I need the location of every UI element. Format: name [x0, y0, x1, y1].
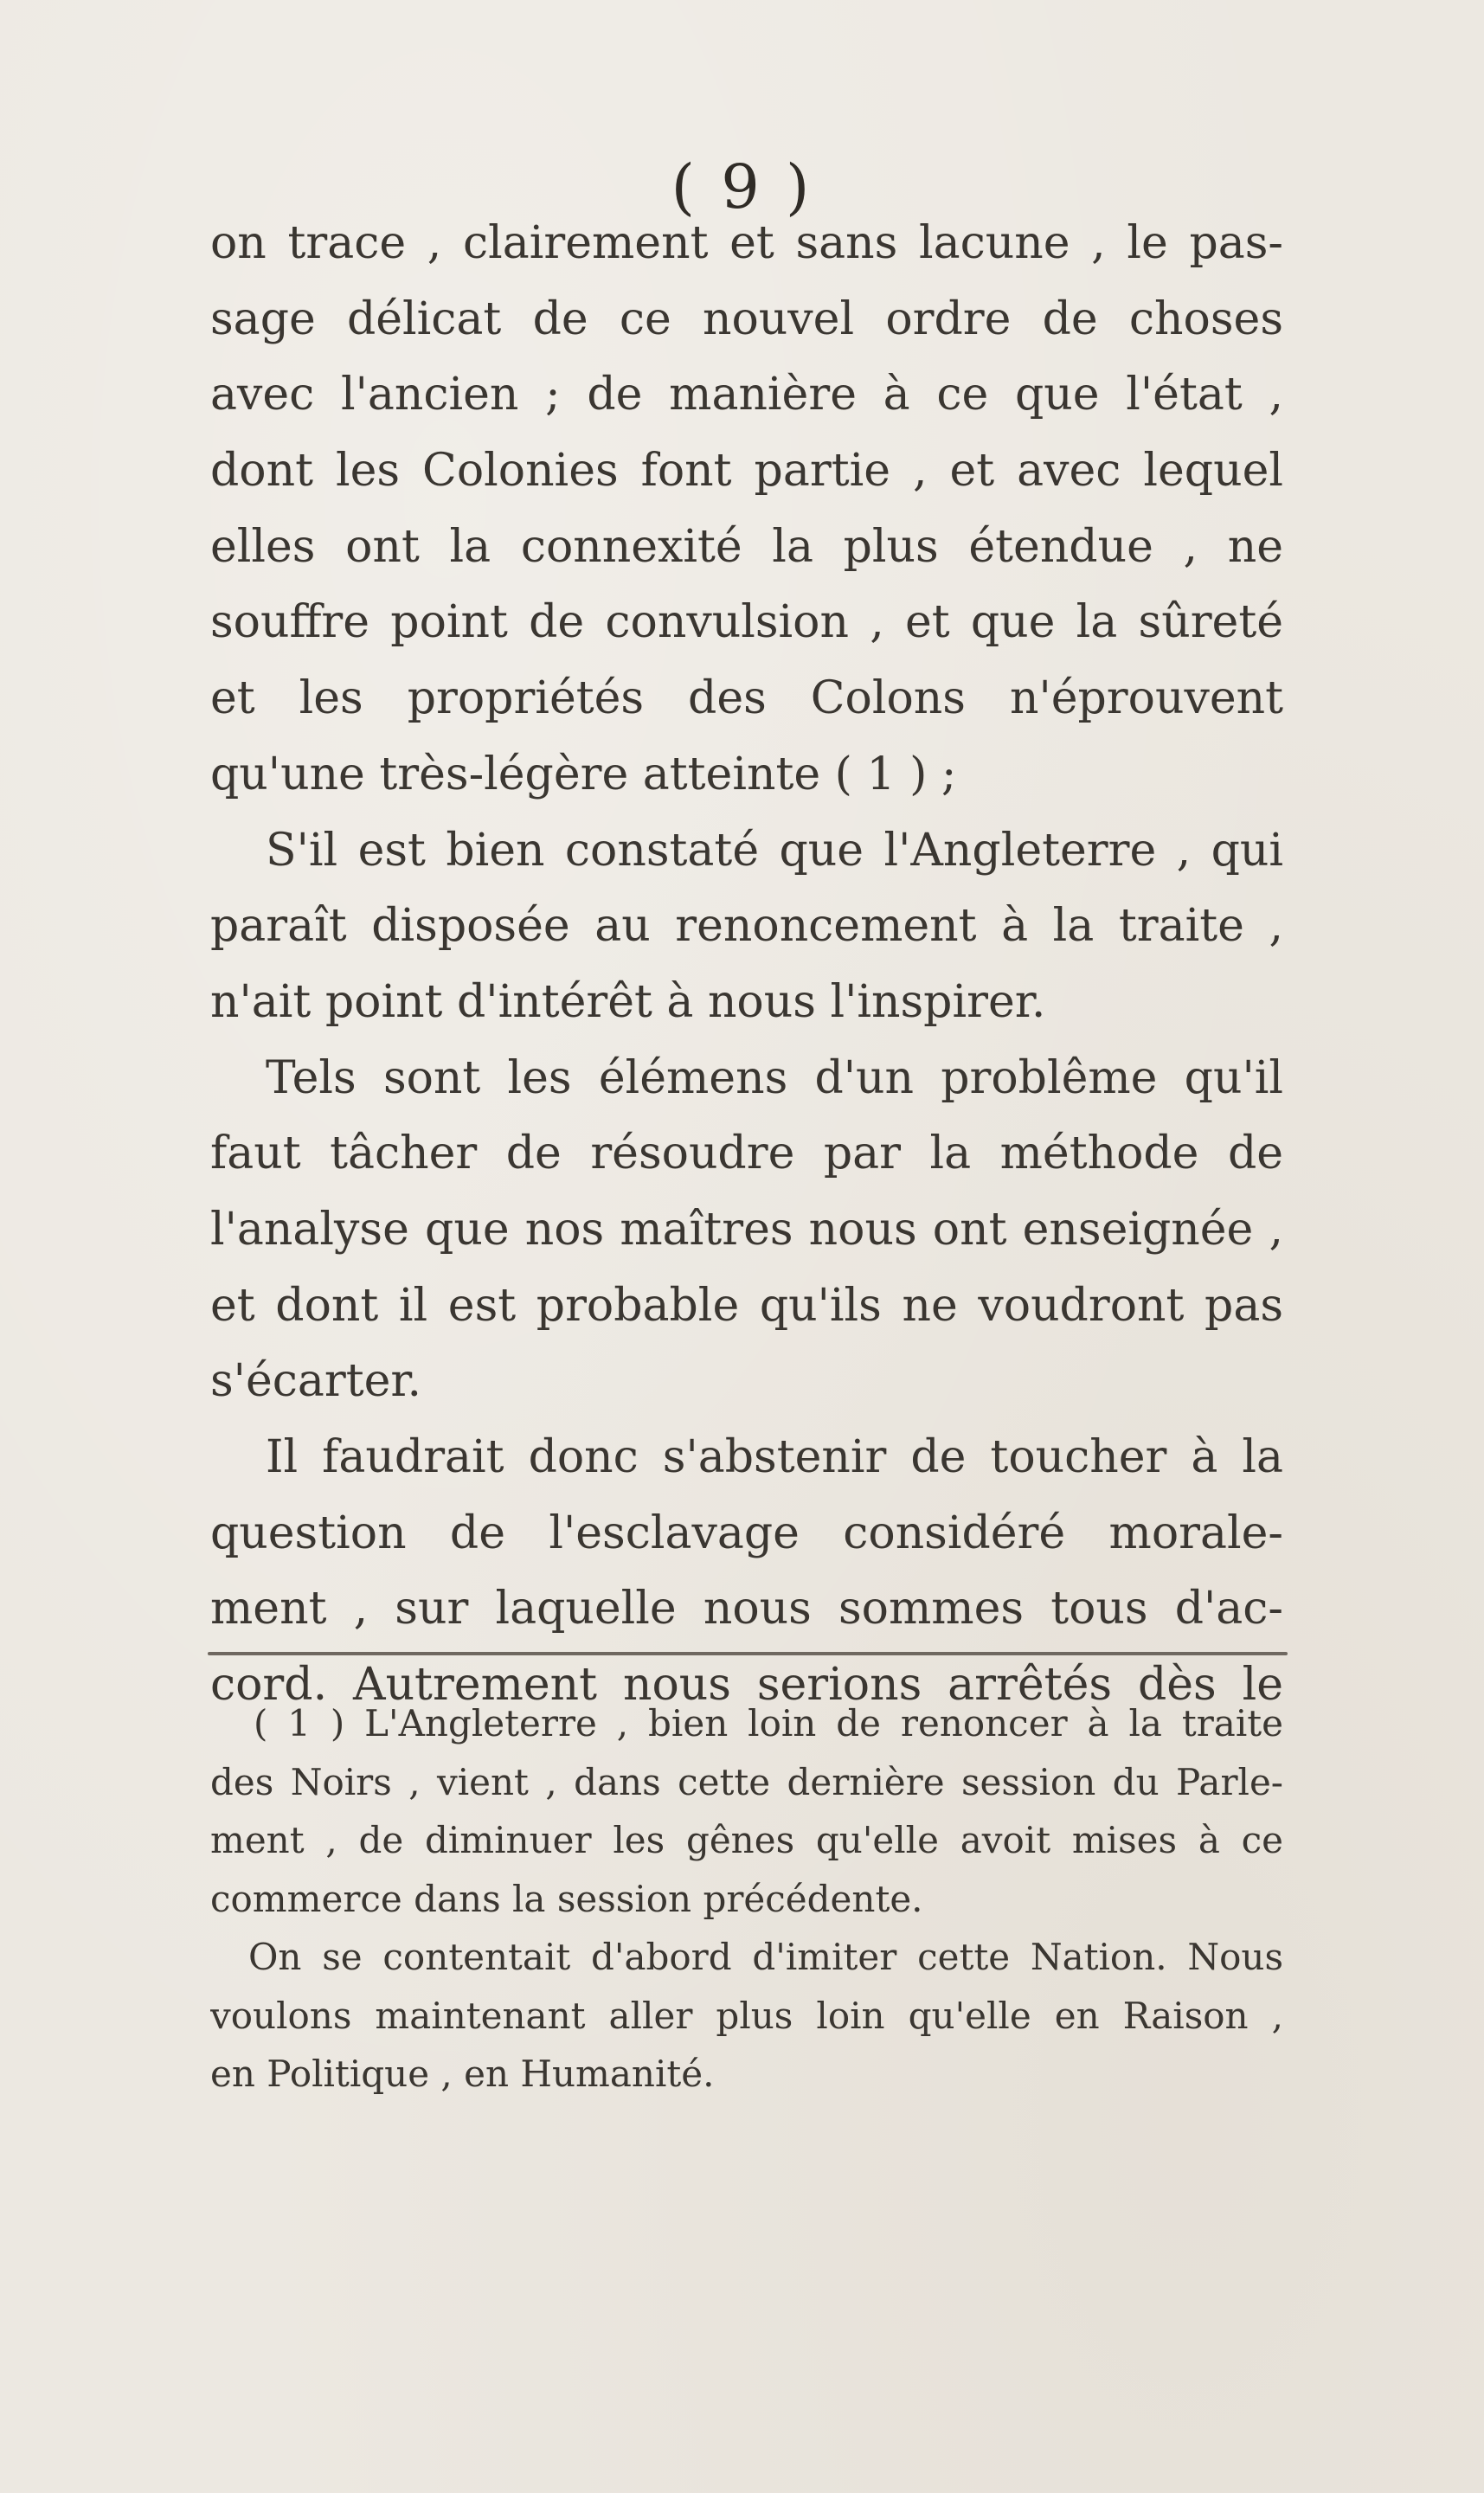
body-line: faut tâcher de résoudre par la méthode de: [210, 1128, 1283, 1180]
footnote-line: voulons maintenant aller plus loin qu'elle en Raison ,: [210, 1994, 1283, 2037]
footnote-line: en Politique , en Humanité.: [210, 2053, 715, 2095]
footnote-text: [210, 1694, 1283, 2104]
body-line: sage délicat de ce nouvel ordre de choses: [210, 292, 1283, 345]
body-line: Il faudrait donc s'abstenir de toucher à la: [266, 1431, 1283, 1483]
body-line: avec l'ancien ; de manière à ce que l'état ,: [210, 369, 1283, 421]
page-number: ( 9 ): [671, 151, 813, 222]
body-line: ment , sur laquelle nous sommes tous d'ac-: [210, 1583, 1283, 1635]
footnote-line: ment , de diminuer les gênes qu'elle avoit mises à ce: [210, 1819, 1283, 1861]
body-text: [210, 206, 1283, 1724]
footnote-line: des Noirs , vient , dans cette dernière session du Parle-: [210, 1760, 1283, 1803]
body-line: et les propriétés des Colons n'éprouvent: [210, 672, 1283, 725]
body-line: cord. Autrement nous serions arrêtés dès le: [210, 1659, 1283, 1712]
footnote-line: ( 1 ) L'Angleterre , bien loin de renoncer à la traite: [254, 1702, 1283, 1744]
body-line: dont les Colonies font partie , et avec lequel: [210, 445, 1283, 498]
body-line: souffre point de convulsion , et que la sûreté: [210, 596, 1283, 649]
body-line: S'il est bien constaté que l'Angleterre , qui: [266, 824, 1283, 877]
body-line: et dont il est probable qu'ils ne voudront pas: [210, 1279, 1283, 1332]
footnote-line: On se contentait d'abord d'imiter cette Nation. Nous: [248, 1936, 1283, 1978]
body-line: on trace , clairement et sans lacune , le pas-: [210, 217, 1283, 269]
body-line: n'ait point d'intérêt à nous l'inspirer.: [210, 975, 1046, 1028]
body-line: l'analyse que nos maîtres nous ont enseignée ,: [210, 1203, 1283, 1256]
body-line: qu'une très-légère atteinte ( 1 ) ;: [210, 748, 957, 800]
footnote-separator-rule: [208, 1652, 1288, 1655]
body-line: elles ont la connexité la plus étendue , ne: [210, 520, 1283, 573]
body-line: s'écarter.: [210, 1355, 422, 1408]
body-line: question de l'esclavage considéré morale-: [210, 1507, 1283, 1559]
body-line: paraît disposée au renoncement à la traite ,: [210, 900, 1283, 953]
footnote-line: commerce dans la session précédente.: [210, 1877, 923, 1920]
body-line: Tels sont les élémens d'un problême qu'il: [266, 1051, 1283, 1104]
